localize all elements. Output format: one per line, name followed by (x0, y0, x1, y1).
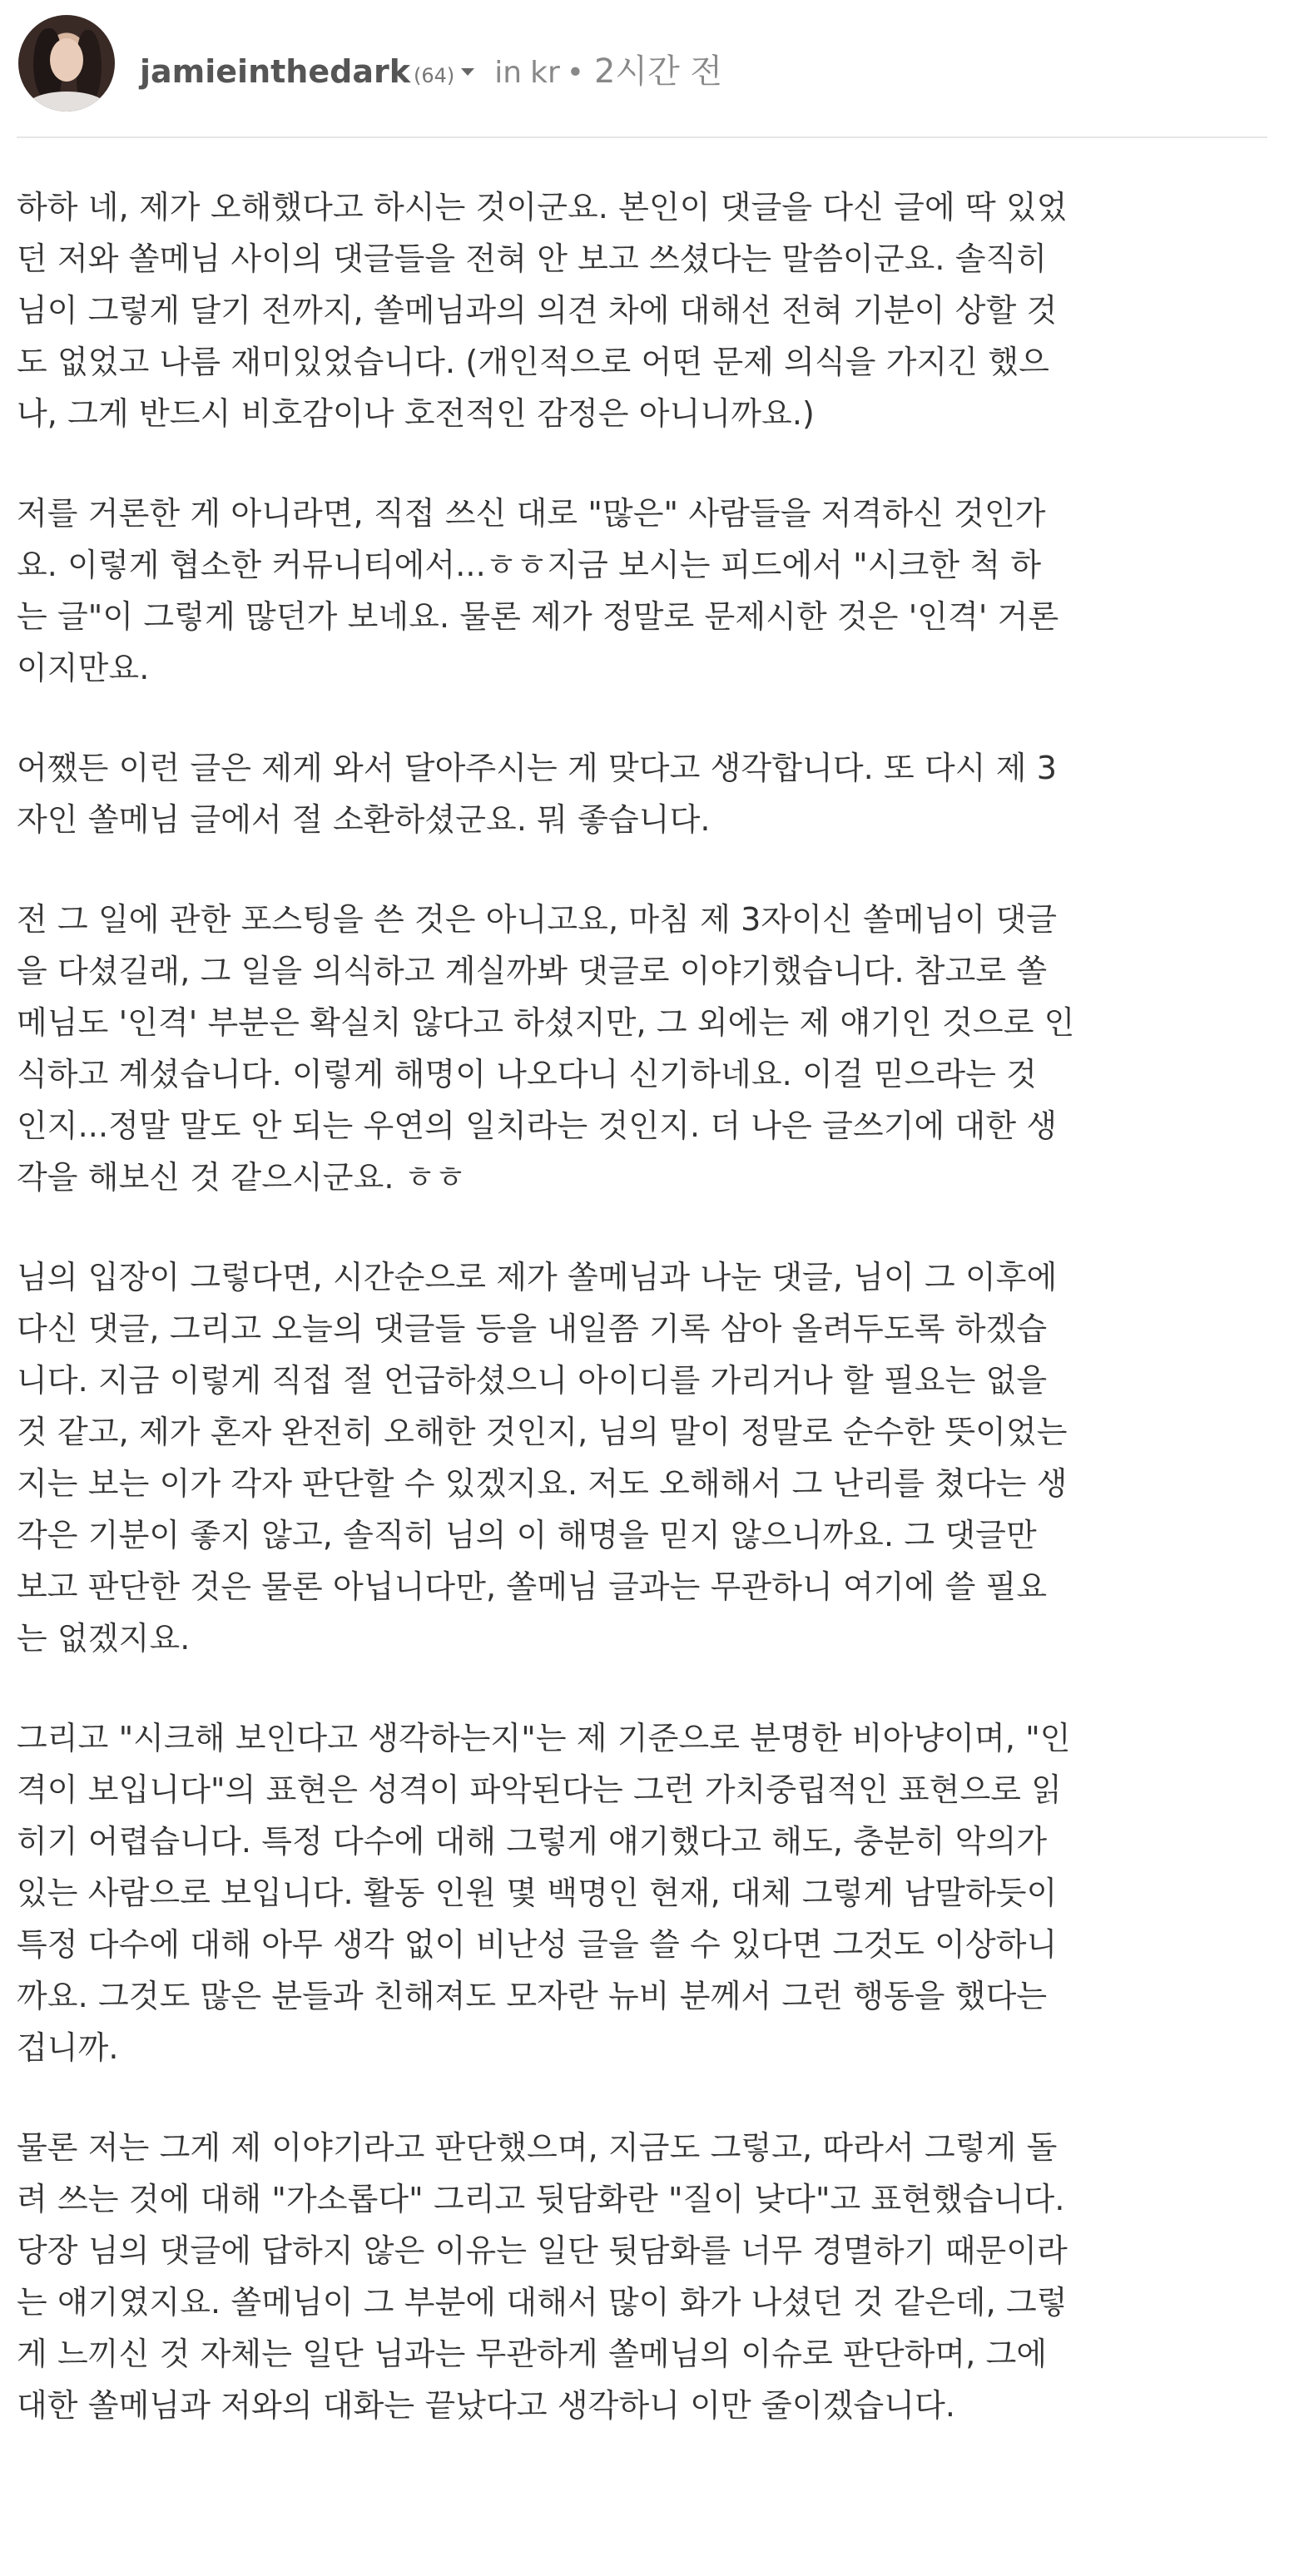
paragraph-line: 격이 보입니다"의 표현은 성격이 파악된다는 그런 가치중립적인 표현으로 읽 (17, 1771, 1063, 1808)
chevron-down-icon[interactable] (461, 68, 474, 76)
paragraph-line: 물론 저는 그게 제 이야기라고 판단했으며, 지금도 그렇고, 따라서 그렇게 돌 (17, 2129, 1058, 2166)
paragraph-2 (17, 488, 1267, 694)
paragraph-line: 는 없겠지요. (17, 1620, 191, 1657)
paragraph-4 (17, 894, 1267, 1203)
paragraph-line: 도 없었고 나름 재미있었습니다. (개인적으로 어떤 문제 의식을 가지긴 했으 (17, 344, 1049, 380)
paragraph-line: 보고 판단한 것은 물론 아닙니다만, 쏠메님 글과는 무관하니 여기에 쓸 필요 (17, 1568, 1048, 1605)
paragraph-6 (17, 1712, 1267, 2073)
paragraph-line: 까요. 그것도 많은 분들과 친해져도 모자란 뉴비 분께서 그런 행동을 했다는 (17, 1978, 1048, 2014)
post-time[interactable]: 2시간 전 (593, 52, 723, 91)
in-label: in (494, 56, 523, 90)
paragraph-line: 그리고 "시크해 보인다고 생각하는지"는 제 기준으로 분명한 비아냥이며, "인 (17, 1720, 1071, 1756)
paragraph-line: 자인 쏠메님 글에서 절 소환하셨군요. 뭐 좋습니다. (17, 801, 711, 838)
comment-header (17, 0, 1267, 138)
avatar-face (50, 38, 83, 82)
paragraph-line: 지는 보는 이가 각자 판단할 수 있겠지요. 저도 오해해서 그 난리를 쳤다는 생 (17, 1465, 1068, 1502)
paragraph-line: 다신 댓글, 그리고 오늘의 댓글들 등을 내일쯤 기록 삼아 올려두도록 하겠습 (17, 1310, 1048, 1347)
author-link[interactable]: jamieinthedark (140, 53, 410, 90)
paragraph-line: 님의 입장이 그렇다면, 시간순으로 제가 쏠메님과 나눈 댓글, 님이 그 이후에 (17, 1259, 1058, 1295)
avatar[interactable] (18, 15, 115, 111)
paragraph-line: 히기 어렵습니다. 특정 다수에 대해 그렇게 얘기했다고 해도, 충분히 악의가 (17, 1823, 1048, 1860)
paragraph-5 (17, 1251, 1267, 1664)
meta-separator: • (566, 56, 584, 90)
paragraph-line: 려 쓰는 것에 대해 "가소롭다" 그리고 뒷담화란 "질이 낮다"고 표현했습니다. (17, 2181, 1065, 2217)
post-meta (140, 45, 722, 92)
paragraph-line: 저를 거론한 게 아니라면, 직접 쓰신 대로 "많은" 사람들을 저격하신 것인가 (17, 495, 1046, 532)
paragraph-3 (17, 742, 1267, 845)
paragraph-line: 하하 네, 제가 오해했다고 하시는 것이군요. 본인이 댓글을 다신 글에 딱 있었 (17, 189, 1068, 225)
paragraph-line: 각을 해보신 것 같으시군요. ㅎㅎ (17, 1159, 466, 1196)
paragraph-line: 겁니까. (17, 2029, 119, 2066)
category-link[interactable]: kr (530, 56, 560, 90)
paragraph-line: 메님도 '인격' 부분은 확실치 않다고 하셨지만, 그 외에는 제 얘기인 것으로 인 (17, 1004, 1075, 1041)
reputation-badge: (64) (414, 64, 455, 87)
paragraph-line: 어쨌든 이런 글은 제게 와서 달아주시는 게 맞다고 생각합니다. 또 다시 제 3 (17, 750, 1058, 786)
paragraph-line: 던 저와 쏠메님 사이의 댓글들을 전혀 안 보고 쓰셨다는 말씀이군요. 솔직히 (17, 240, 1048, 277)
paragraph-line: 을 다셨길래, 그 일을 의식하고 계실까봐 댓글로 이야기했습니다. 참고로 쏠 (17, 953, 1048, 989)
paragraph-line: 요. 이렇게 협소한 커뮤니티에서...ㅎㅎ지금 보시는 피드에서 "시크한 척 하 (17, 547, 1042, 583)
comment-body (17, 138, 1267, 2431)
paragraph-7 (17, 2122, 1267, 2431)
paragraph-line: 는 얘기였지요. 쏠메님이 그 부분에 대해서 많이 화가 나셨던 것 같은데, 그렇 (17, 2284, 1068, 2321)
paragraph-line: 님이 그렇게 달기 전까지, 쏠메님과의 의견 차에 대해선 전혀 기분이 상할 것 (17, 292, 1058, 329)
paragraph-line: 인지...정말 말도 안 되는 우연의 일치라는 것인지. 더 나은 글쓰기에 대한 생 (17, 1107, 1058, 1144)
paragraph-line: 게 느끼신 것 자체는 일단 님과는 무관하게 쏠메님의 이슈로 판단하며, 그에 (17, 2336, 1048, 2372)
paragraph-line: 니다. 지금 이렇게 직접 절 언급하셨으니 아이디를 가리거나 할 필요는 없을 (17, 1362, 1048, 1399)
paragraph-line: 있는 사람으로 보입니다. 활동 인원 몇 백명인 현재, 대체 그렇게 남말하듯이 (17, 1875, 1058, 1911)
paragraph-line: 대한 쏠메님과 저와의 대화는 끝났다고 생각하니 이만 줄이겠습니다. (17, 2387, 956, 2424)
paragraph-line: 각은 기분이 좋지 않고, 솔직히 님의 이 해명을 믿지 않으니까요. 그 댓글만 (17, 1517, 1037, 1553)
paragraph-line: 특정 다수에 대해 아무 생각 없이 비난성 글을 쓸 수 있다면 그것도 이상하니 (17, 1926, 1058, 1963)
paragraph-1 (17, 181, 1267, 439)
paragraph-line: 식하고 계셨습니다. 이렇게 해명이 나오다니 신기하네요. 이걸 믿으라는 것 (17, 1056, 1038, 1092)
paragraph-line: 는 글"이 그렇게 많던가 보네요. 물론 제가 정말로 문제시한 것은 '인격' 거론 (17, 598, 1059, 635)
paragraph-line: 나, 그게 반드시 비호감이나 호전적인 감정은 아니니까요.) (17, 395, 815, 432)
paragraph-line: 것 같고, 제가 혼자 완전히 오해한 것인지, 님의 말이 정말로 순수한 뜻이었는 (17, 1414, 1068, 1450)
paragraph-line: 이지만요. (17, 650, 150, 686)
paragraph-line: 당장 님의 댓글에 답하지 않은 이유는 일단 뒷담화를 너무 경멸하기 때문이라 (17, 2232, 1068, 2269)
paragraph-line: 전 그 일에 관한 포스팅을 쓴 것은 아니고요, 마침 제 3자이신 쏠메님이 댓글 (17, 901, 1058, 938)
